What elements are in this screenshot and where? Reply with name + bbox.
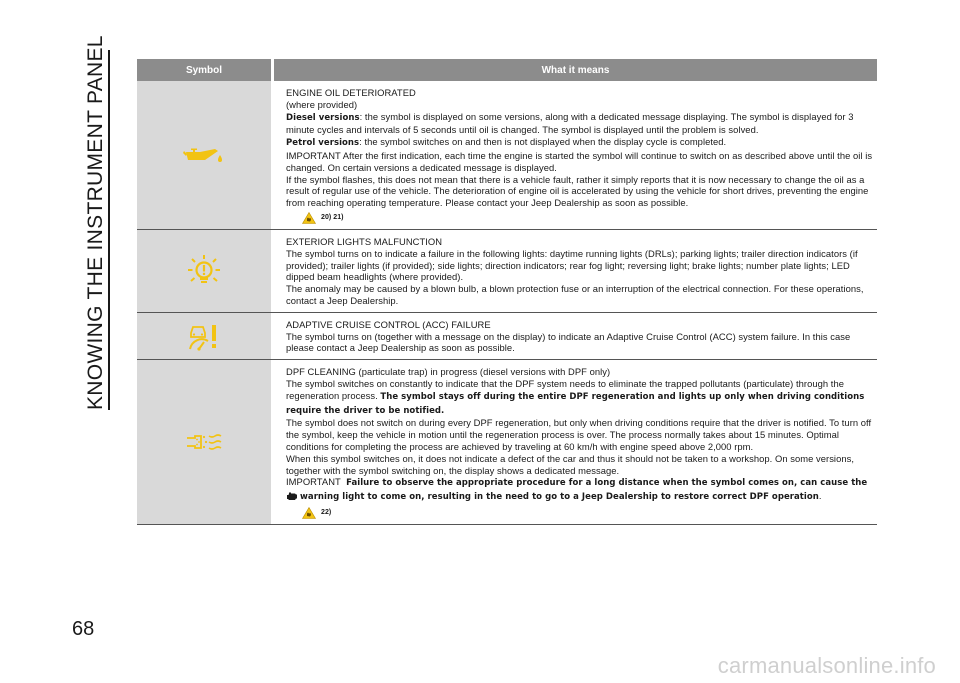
row-meaning-oil: ENGINE OIL DETERIORATED (where provided) Diesel versions: the symbol is displayed on some versions, along with a dedicated message displaying. The symbol is displayed for 3 minute cycles and intervals of 5 seconds until oil is changed. The symbol is displayed until the problem is solved. Petrol versions: the symbol switches on and then is not displayed when the display cycle is completed. IMPORTANT After the first indication, each time the engine is started the symbol will continue to switch on as described above until the oil is changed. On certain versions a dedicated message is displayed. If the symbol flashes, this does not mean that there is a vehicle fault, rather it simply reports that it is now necessary to change the oil as a result of regular use of the vehicle. The deterioration of engine oil is accelerated by using the vehicle for short drives, preventing the engine from reaching operating temperature. Please contact your Jeep Dealership as soon as possible. 20) 21) bbox=[274, 81, 877, 229]
symbol-table bbox=[137, 59, 877, 525]
row-title: DPF CLEANING (particulate trap) in progress (diesel versions with DPF only) bbox=[286, 366, 611, 378]
header-meaning: What it means bbox=[541, 64, 610, 76]
warning-hand-icon bbox=[302, 212, 316, 224]
table-row bbox=[137, 230, 877, 313]
warning-refs: 20) 21) bbox=[302, 212, 873, 224]
header-symbol: Symbol bbox=[185, 64, 223, 76]
watermark: carmanualsonline.info bbox=[717, 653, 936, 678]
row-title: ADAPTIVE CRUISE CONTROL (ACC) FAILURE bbox=[286, 318, 491, 330]
table-row bbox=[137, 81, 877, 230]
oil-can-icon bbox=[182, 145, 226, 165]
row-title: EXTERIOR LIGHTS MALFUNCTION bbox=[286, 235, 443, 247]
table-row bbox=[137, 360, 877, 525]
acc-failure-icon bbox=[187, 321, 221, 351]
warning-hand-icon bbox=[302, 507, 316, 519]
engine-warning-icon bbox=[286, 492, 298, 501]
table-row bbox=[137, 313, 877, 360]
dpf-cleaning-icon bbox=[184, 430, 224, 454]
table-header bbox=[137, 59, 877, 81]
row-meaning-acc: ADAPTIVE CRUISE CONTROL (ACC) FAILURE The symbol turns on (together with a message on the display) to indicate an Adaptive Cruise Control (ACC) system failure. In this case please contact a Jeep Dealership as soon as possible. bbox=[274, 313, 877, 359]
warning-refs: 22) bbox=[302, 507, 873, 519]
page-number: 68 bbox=[72, 618, 95, 640]
chapter-title: KNOWING THE INSTRUMENT PANEL bbox=[84, 35, 107, 410]
row-title: ENGINE OIL DETERIORATED bbox=[286, 87, 416, 98]
chapter-rule bbox=[108, 50, 110, 410]
row-meaning-dpf: DPF CLEANING (particulate trap) in progress (diesel versions with DPF only) The symbol switches on constantly to indicate that the DPF system needs to eliminate the trapped pollutants (particulate) through the regeneration process. The symbol stays off during the entire DPF regeneration and lights up only when driving conditions require the driver to be notified. The symbol does not switch on during every DPF regeneration, but only when driving conditions require that the driver is notified. To turn off the symbol, keep the vehicle in motion until the regeneration process is over. The process normally takes about 15 minutes. Optimal conditions for completing the process are achieved by traveling at 60 km/h with engine speed above 2,000 rpm. When this symbol switches on, it does not indicate a defect of the car and thus it should not be taken to a workshop. On some versions, together with the symbol switching on, the display shows a dedicated message. IMPORTANT Failure to observe the appropriate procedure for a long distance when the symbol comes on, can cause the warning light to come on, resulting in the need to go to a Jeep Dealership to restore correct DPF operation. 22) bbox=[274, 360, 877, 524]
row-meaning-exterior-lights: EXTERIOR LIGHTS MALFUNCTION The symbol turns on to indicate a failure in the following lights: daytime running lights (DRLs); parking lights; trailer direction indicators (if provided); trailer lights (if provided); side lights; direction indicators; rear fog light; reversing light; brake lights; number plate lights; LED dipped beam headlights (where provided). The anomaly may be caused by a blown bulb, a blown protection fuse or an interruption of the electrical connection. For these operations, contact a Jeep Dealership. bbox=[274, 230, 877, 312]
exterior-light-fault-icon bbox=[184, 251, 224, 291]
